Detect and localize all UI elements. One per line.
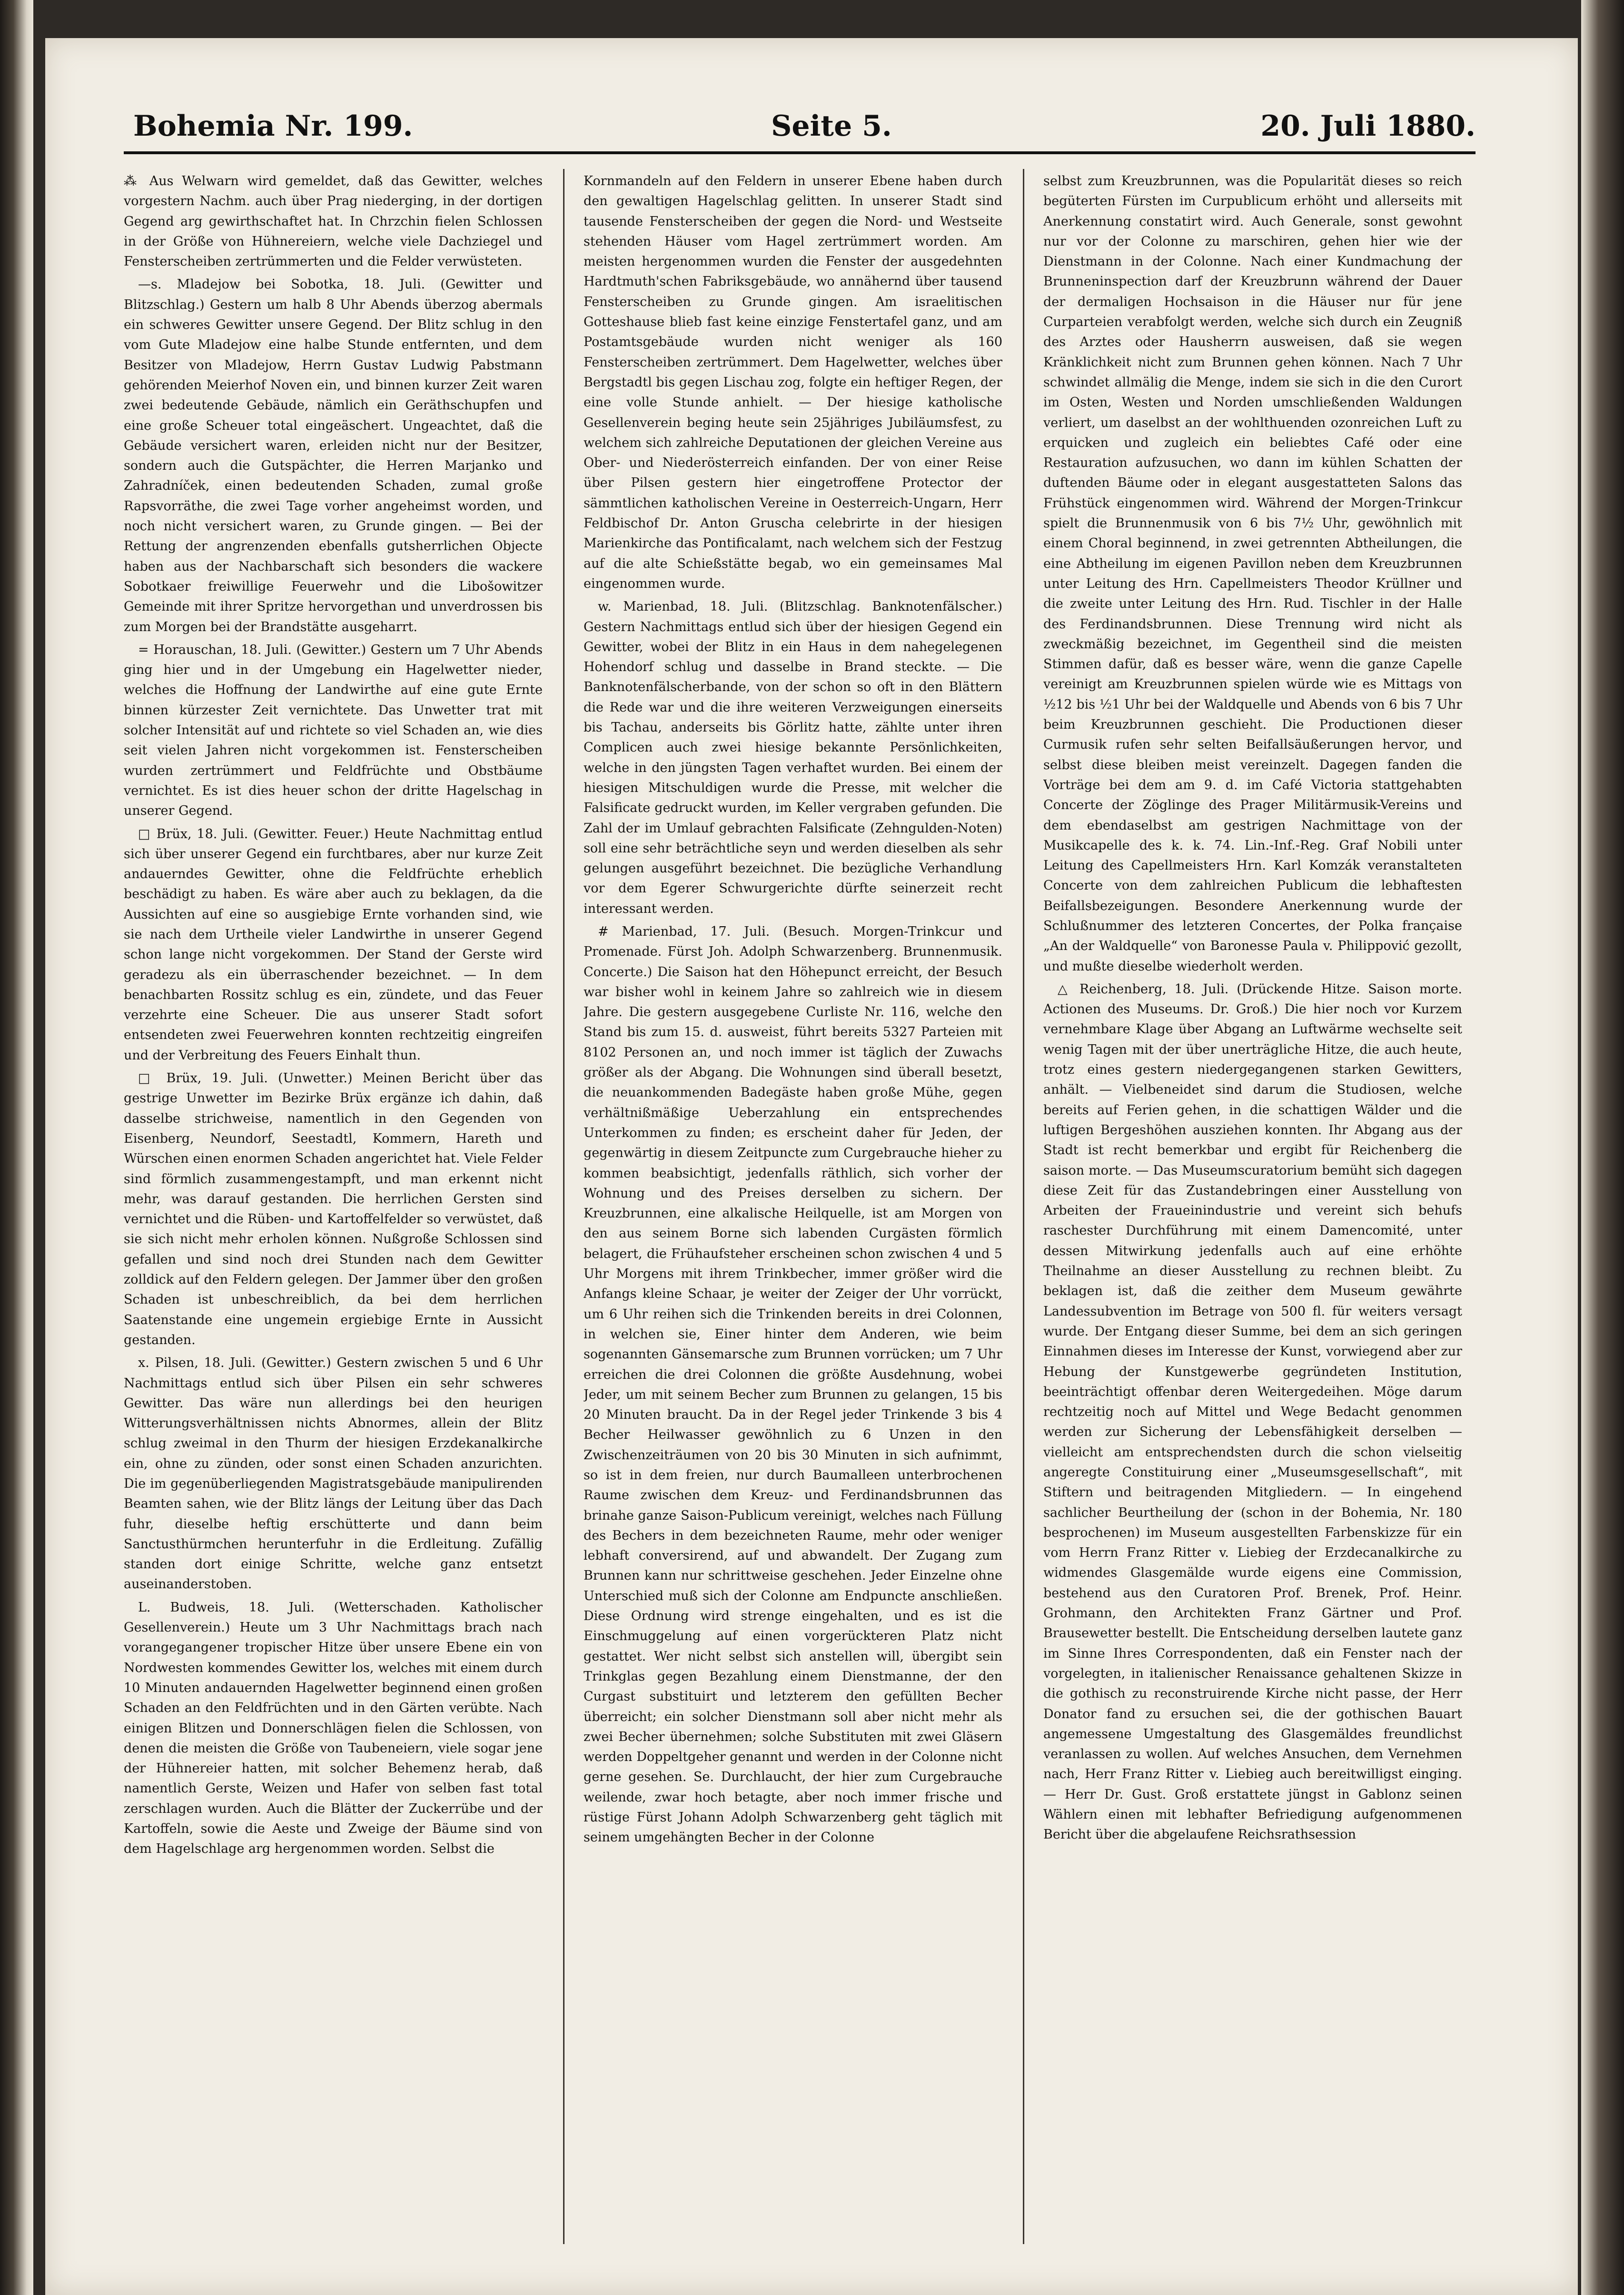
column-divider bbox=[1023, 169, 1024, 2244]
article-welwarn: ⁂ Aus Welwarn wird gemeldet, daß das Gewitter, welches vorgestern Nachm. auch über Prag niederging, in der dortigen Gegend arg gewirthschaftet hat. In Chrzchin fielen Schlossen in der Größe von Hühnereiern, welche viele Dachziegel und Fensterscheiben zertrümmerten und die Felder verwüsteten. bbox=[124, 174, 543, 269]
text-column-2 bbox=[584, 171, 1002, 2242]
column-divider bbox=[563, 169, 564, 2244]
article-marienbad-18: w. Marienbad, 18. Juli. (Blitzschlag. Banknotenfälscher.) Gestern Nachmittags entlud sich über der hiesigen Gegend ein Gewitter, wobei der Blitz in ein Haus in dem nahegelegenen Hohendorf schlug und dasselbe in Brand steckte. — Die Banknotenfälscherbande, von der schon so oft in den Blättern die Rede war und die ihre weiteren Verzweigungen einerseits bis Tachau, anderseits bis Görlitz hatte, zählte unter ihren Complicen auch zwei hiesige bekannte Persönlichkeiten, welche in den jüngsten Tagen verhaftet wurden. Bei einem der hiesigen Mitschuldigen wurde die Presse, mit welcher die Falsificate gedruckt wurden, im Keller vergraben gefunden. Die Zahl der im Umlauf gebrachten Falsificate (Zehngulden-Noten) soll eine sehr beträchtliche seyn und werden dieselben als sehr gelungen ausgeführt bezeichnet. Die bezügliche Verhandlung vor dem Egerer Schwurgerichte dürfte seinerzeit recht interessant werden. bbox=[584, 599, 1002, 916]
article-marienbad-17: # Marienbad, 17. Juli. (Besuch. Morgen-Trinkcur und Promenade. Fürst Joh. Adolph Schwarzenberg. Brunnenmusik. Concerte.) Die Saison hat den Höhepunct erreicht, der Besuch war bisher wohl in keinem Jahre so zahlreich wie in diesem Jahre. Die gestern ausgegebene Curliste Nr. 116, welche den Stand bis zum 15. d. ausweist, führt bereits 5327 Parteien mit 8102 Personen an, und noch immer ist täglich der Zuwachs größer als der Abgang. Die Wohnungen sind überall besetzt, die neuankommenden Badegäste haben große Mühe, gegen verhältnißmäßige Ueberzahlung ein entsprechendes Unterkommen zu finden; es erscheint daher für Jeden, der gegenwärtig in diesem Zeitpuncte zum Curgebrauche hieher zu kommen beabsichtigt, jedenfalls räthlich, sich vorher der Wohnung und des Preises derselben zu sichern. Der Kreuzbrunnen, eine alkalische Heilquelle, ist am Morgen von den aus seinem Borne sich labenden Curgästen förmlich belagert, die Frühaufsteher erscheinen schon zwischen 4 und 5 Uhr Morgens mit ihrem Trinkbecher, immer größer wird die Anfangs kleine Schaar, je weiter der Zeiger der Uhr vorrückt, um 6 Uhr reihen sich die Trinkenden bereits in drei Colonnen, in welchen sie, Einer hinter dem Anderen, wie beim sogenannten Gänsemarsche zum Brunnen vorrücken; um 7 Uhr erreichen die drei Colonnen die größte Ausdehnung, wobei Jeder, um mit seinem Becher zum Brunnen zu gelangen, 15 bis 20 Minuten braucht. Da in der Regel jeder Trinkende 3 bis 4 Becher Heilwasser gewöhnlich zu 6 Unzen in den Zwischenzeiträumen von 20 bis 30 Minuten in sich aufnimmt, so ist in dem freien, nur durch Baumalleen unterbrochenen Raume zwischen dem Kreuz- und Ferdinandsbrunnen das brinahe ganze Saison-Publicum vereinigt, welches nach Füllung des Bechers in dem bezeichneten Raume, mehr oder weniger lebhaft conversirend, auf und abwandelt. Der Zugang zum Brunnen kann nur schrittweise geschehen. Jeder Einzelne ohne Unterschied muß sich der Colonne am Endpuncte anschließen. Diese Ordnung wird strenge eingehalten, und es ist die Einschmuggelung auf einen vorgerückteren Platz nicht gestattet. Wer nicht selbst sich anstellen will, übergibt sein Trinkglas gegen Bezahlung einem Dienstmanne, der den Curgast substituirt und letzterem den gefüllten Becher überreicht; ein solcher Dienstmann soll aber nicht mehr als zwei Becher übernehmen; solche Substituten mit zwei Gläsern werden Doppeltgeher genannt und werden in der Colonne nicht gerne gesehen. Se. Durchlaucht, der hier zum Curgebrauche weilende, zwar hoch betagte, aber noch immer frische und rüstige Fürst Johann Adolph Schwarzenberg geht täglich mit seinem umgehängten Becher in der Colonne bbox=[584, 924, 1002, 1845]
paper-title: Bohemia Nr. 199. bbox=[133, 109, 413, 143]
masthead-rule bbox=[124, 151, 1475, 154]
masthead bbox=[133, 105, 1475, 157]
article-reichenberg: △ Reichenberg, 18. Juli. (Drückende Hitze. Saison morte. Actionen des Museums. Dr. Groß.) Die hier noch vor Kurzem vernehmbare Klage über Abgang an Luftwärme wechselte seit wenig Tagen mit der über unerträgliche Hitze, die auch heute, trotz eines gestern niedergegangenen starken Gewitters, anhält. — Vielbeneidet sind darum die Studiosen, welche bereits auf Ferien gehen, in die schattigen Wälder und die luftigen Bergeshöhen ausziehen konnten. Ihr Abgang aus der Stadt ist recht bemerkbar und ergibt für Reichenberg die saison morte. — Das Museumscuratorium bemüht sich dagegen diese Zeit für das Zustandebringen einer Ausstellung von Arbeiten der Fraueinindustrie und vereint sich behufs raschester Durchführung mit einem Damencomité, unter dessen Mitwirkung jedenfalls auch auf eine erhöhte Theilnahme an dieser Ausstellung zu rechnen bleibt. Zu beklagen ist, daß die zeither dem Museum gewährte Landessubvention im Betrage von 500 fl. für weiters versagt wurde. Der Entgang dieser Summe, bei dem an sich geringen Einnahmen dieses im Interesse der Kunst, vorwiegend aber zur Hebung der Kunstgewerbe gegründeten Institution, beeinträchtigt offenbar deren Weitergedeihen. Möge darum rechtzeitig noch auf Mittel und Wege Bedacht genommen werden zur Sicherung der Lebensfähigkeit derselben — vielleicht am entsprechendsten durch die schon vielseitig angeregte Constituirung einer „Museumsgesellschaft“, mit Stiftern und beitragenden Mitgliedern. — In eingehend sachlicher Beurtheilung der (schon in der Bohemia, Nr. 180 besprochenen) im Museum ausgestellten Farbenskizze für ein vom Herrn Franz Ritter v. Liebieg der Erzdecanalkirche zu widmendes Glasgemälde wurde eigens eine Commission, bestehend aus den Curatoren Prof. Brenek, Prof. Heinr. Grohmann, den Architekten Franz Gärtner und Prof. Brausewetter bestellt. Die Entscheidung derselben lautete ganz im Sinne Ihres Correspondenten, daß ein Fenster nach der vorgelegten, in italienischer Renaissance gehaltenen Skizze in die gothisch zu reconstruirende Kirche nicht passe, der Herr Donator fand zu ersuchen sei, die der gothischen Bauart angemessene Umgestaltung des Glasgemäldes freundlichst veranlassen zu wollen. Auf welches Ansuchen, dem Vernehmen nach, Herr Franz Ritter v. Liebieg auch bereitwilligst einging. — Herr Dr. Gust. Groß erstattete jüngst in Gablonz seinen Wählern einen mit lebhafter Befriedigung aufgenommenen Bericht über die abgelaufene Reichsrathsession bbox=[1043, 981, 1462, 1842]
issue-date: 20. Juli 1880. bbox=[1260, 109, 1475, 143]
right-page-edge bbox=[1581, 0, 1624, 2295]
left-page-edge bbox=[0, 0, 33, 2295]
article-mladejow: —s. Mladejow bei Sobotka, 18. Juli. (Gewitter und Blitzschlag.) Gestern um halb 8 Uhr Abends überzog abermals ein schweres Gewitter unsere Gegend. Der Blitz schlug in den vom Gute Mladejow eine halbe Stunde entfernten, und dem Besitzer von Mladejow, Herrn Gustav Ludwig Pabstmann gehörenden Meierhof Noven ein, und binnen kurzer Zeit waren zwei bedeutende Gebäude, nämlich ein Geräthschupfen und eine große Scheuer total eingeäschert. Ungeachtet, daß die Gebäude versichert waren, erleiden nicht nur der Besitzer, sondern auch die Gutspächter, die Herren Marjanko und Zahradníček, einen bedeutenden Schaden, zumal große Rapsvorräthe, die zwei Tage vorher angeheimst worden, und noch nicht versichert waren, zu Grunde gingen. — Bei der Rettung der angrenzenden ebenfalls gutsherrlichen Objecte haben aus der Nachbarschaft sich besonders die wackere Sobotkaer freiwillige Feuerwehr und die Libošowitzer Gemeinde mit ihrer Spritze hervorgethan und unverdrossen bis zum Morgen bei der Brandstätte ausgeharrt. bbox=[124, 277, 543, 634]
article-horauschan: = Horauschan, 18. Juli. (Gewitter.) Gestern um 7 Uhr Abends ging hier und in der Umgebung ein Hagelwetter nieder, welches die Hoffnung der Landwirthe auf eine gute Ernte binnen kürzester Zeit vernichtete. Das Unwetter trat mit solcher Intensität auf und richtete so viel Schaden an, wie dies seit vielen Jahren nicht vorgekommen ist. Fensterscheiben wurden zertrümmert und Feldfrüchte und Obstbäume vernichtet. Es ist dies heuer schon der dritte Hagelschag in unserer Gegend. bbox=[124, 642, 543, 819]
article-budweis: L. Budweis, 18. Juli. (Wetterschaden. Katholischer Gesellenverein.) Heute um 3 Uhr Nachmittags brach nach vorangegangener tropischer Hitze über unsere Ebene ein von Nordwesten kommendes Gewitter los, welches mit einem durch 10 Minuten andauernden Hagelwetter beginnend einen großen Schaden an den Feldfrüchten und in den Gärten verübte. Nach einigen Blitzen und Donnerschlägen fielen die Schlossen, von denen die meisten die Größe von Taubeneiern, viele sogar jene der Hühnereier hatten, mit solcher Behemenz herab, daß namentlich Gerste, Weizen und Hafer von selben fast total zerschlagen wurden. Auch die Blätter der Zuckerrübe und der Kartoffeln, sowie die Aeste und Zweige der Bäume sind von dem Hagelschlage arg hergenommen worden. Selbst die bbox=[124, 1600, 543, 1857]
article-pilsen: x. Pilsen, 18. Juli. (Gewitter.) Gestern zwischen 5 und 6 Uhr Nachmittags entlud sich über Pilsen ein sehr schweres Gewitter. Das wäre nun allerdings bei den heurigen Witterungsverhältnissen nichts Abnormes, allein der Blitz schlug zweimal in den Thurm der hiesigen Erzdekanalkirche ein, ohne zu zünden, oder sonst einen Schaden anzurichten. Die im gegenüberliegenden Magistratsgebäude manipulirenden Beamten sahen, wie der Blitz längs der Leitung über das Dach fuhr, dieselbe heftig erschütterte und dann beim Sanctusthürmchen herunterfuhr in die Erdleitung. Zufällig standen dort einige Schritte, welche ganz entsetzt auseinanderstoben. bbox=[124, 1355, 543, 1592]
article-brux-18: □ Brüx, 18. Juli. (Gewitter. Feuer.) Heute Nachmittag entlud sich über unserer Gegend ein furchtbares, aber nur kurze Zeit andauerndes Gewitter, ohne die Feldfrüchte erheblich beschädigt zu haben. Es wäre aber auch zu beklagen, da die Aussichten auf eine so ausgiebige Ernte vorhanden sind, wie sie nach dem Urtheile vieler Landwirthe in unserer Gegend schon lange nicht vorgekommen. Der Stand der Gerste wird geradezu als ein überraschender bezeichnet. — In dem benachbarten Rossitz schlug es ein, zündete, und das Feuer verzehrte eine Scheuer. Die aus unserer Stadt sofort entsendeten zwei Feuerwehren konnten rechtzeitig eingreifen und der Verbreitung des Feuers Einhalt thun. bbox=[124, 826, 543, 1063]
article-brux-19: □ Brüx, 19. Juli. (Unwetter.) Meinen Bericht über das gestrige Unwetter im Bezirke Brüx ergänze ich dahin, daß dasselbe strichweise, namentlich in den Gegenden von Eisenberg, Neundorf, Seestadtl, Kommern, Hareth und Würschen einen enormen Schaden angerichtet hat. Viele Felder sind förmlich zusammengestampft, und man erkennt nicht mehr, was darauf gestanden. Die herrlichen Gersten sind vernichtet und die Rüben- und Kartoffelfelder so verwüstet, daß sie sich nicht mehr erholen können. Nußgroße Schlossen sind gefallen und sind noch drei Stunden nach dem Gewitter zolldick auf den Feldern gelegen. Der Jammer über den großen Schaden ist unbeschreiblich, da bei dem herrlichen Saatenstande eine ungemein ergiebige Ernte in Aussicht gestanden. bbox=[124, 1071, 543, 1347]
article-budweis-cont: Kornmandeln auf den Feldern in unserer Ebene haben durch den gewaltigen Hagelschlag gelitten. In unserer Stadt sind tausende Fensterscheiben der gegen die Nord- und Westseite stehenden Häuser vom Hagel zertrümmert worden. Am meisten hergenommen wurden die Fenster der ausgedehnten Hardtmuth'schen Fabriksgebäude, wo annähernd über tausend Fensterscheiben zu Grunde gingen. Am israelitischen Gotteshause blieb fast keine einzige Fenstertafel ganz, und am Postamtsgebäude wurden nicht weniger als 160 Fensterscheiben zertrümmert. Dem Hagelwetter, welches über Bergstadtl bis gegen Lischau zog, folgte ein heftiger Regen, der eine volle Stunde anhielt. — Der hiesige katholische Gesellenverein beging heute sein 25jähriges Jubiläumsfest, zu welchem sich zahlreiche Deputationen der gleichen Vereine aus Ober- und Niederösterreich einfanden. Der von einer Reise über Pilsen gestern hier eingetroffene Protector der sämmtlichen katholischen Vereine in Oesterreich-Ungarn, Herr Feldbischof Dr. Anton Gruscha celebrirte in der hiesigen Marienkirche das Pontificalamt, nach welchem sich der Festzug auf die alte Schießstätte begab, wo ein gemeinsames Mal eingenommen wurde. bbox=[584, 174, 1002, 591]
text-column-1 bbox=[124, 171, 543, 2242]
page-number: Seite 5. bbox=[771, 109, 892, 143]
text-column-3 bbox=[1043, 171, 1462, 2242]
article-marienbad-cont: selbst zum Kreuzbrunnen, was die Popularität dieses so reich begüterten Fürsten im Curpublicum erhöht und allerseits mit Anerkennung constatirt wird. Auch Generale, sonst gewohnt nur vor der Colonne zu marschiren, gehen hier wie der Dienstmann in der Colonne. Nach einer Kundmachung der Brunneninspection darf der Kreuzbrunn während der Dauer der dermaligen Hochsaison in die Häuser nur für jene Curparteien verabfolgt werden, welche sich durch ein Zeugniß des Arztes oder Hausherrn ausweisen, daß sie wegen Kränklichkeit nicht zum Brunnen gehen können. Nach 7 Uhr schwindet allmälig die Menge, indem sie sich in die den Curort im Osten, Westen und Norden umschließenden Waldungen verliert, um daselbst an der wohlthuenden ozonreichen Luft zu erquicken und zugleich ein beliebtes Café oder eine Restauration aufzusuchen, wo dann im kühlen Schatten der duftenden Bäume oder in elegant ausgestatteten Salons das Frühstück eingenommen wird. Während der Morgen-Trinkcur spielt die Brunnenmusik von 6 bis 7½ Uhr, gewöhnlich mit einem Choral beginnend, in zwei getrennten Abtheilungen, die eine Abtheilung im eigenen Pavillon neben dem Kreuzbrunnen unter Leitung des Hrn. Capellmeisters Theodor Krüllner und die zweite unter Leitung des Hrn. Rud. Tischler in der Halle des Ferdinandsbrunnen. Diese Trennung wird nicht als zweckmäßig bezeichnet, im Gegentheil sind die meisten Stimmen dafür, daß es besser wäre, wenn die ganze Capelle vereinigt am Kreuzbrunnen spielen würde wie es Mittags von ½12 bis ½1 Uhr bei der Waldquelle und Abends von 6 bis 7 Uhr beim Kreuzbrunnen geschieht. Die Productionen dieser Curmusik rufen sehr selten Beifallsäußerungen hervor, und selbst diese bleiben meist vereinzelt. Dagegen fanden die Vorträge bei dem am 9. d. im Café Victoria stattgehabten Concerte der Zöglinge des Prager Militärmusik-Vereins und dem ebendaselbst am gestrigen Nachmittage von der Musikcapelle des k. k. 74. Lin.-Inf.-Reg. Graf Nobili unter Leitung des Capellmeisters Hrn. Karl Komzák veranstalteten Concerte von dem zahlreichen Publicum die lebhaftesten Beifallsbezeigungen. Besondere Anerkennung wurde der Schlußnummer des letzteren Concertes, der Polka française „An der Waldquelle“ von Baronesse Paula v. Philippović gezollt, und mußte dieselbe wiederholt werden. bbox=[1043, 174, 1462, 974]
